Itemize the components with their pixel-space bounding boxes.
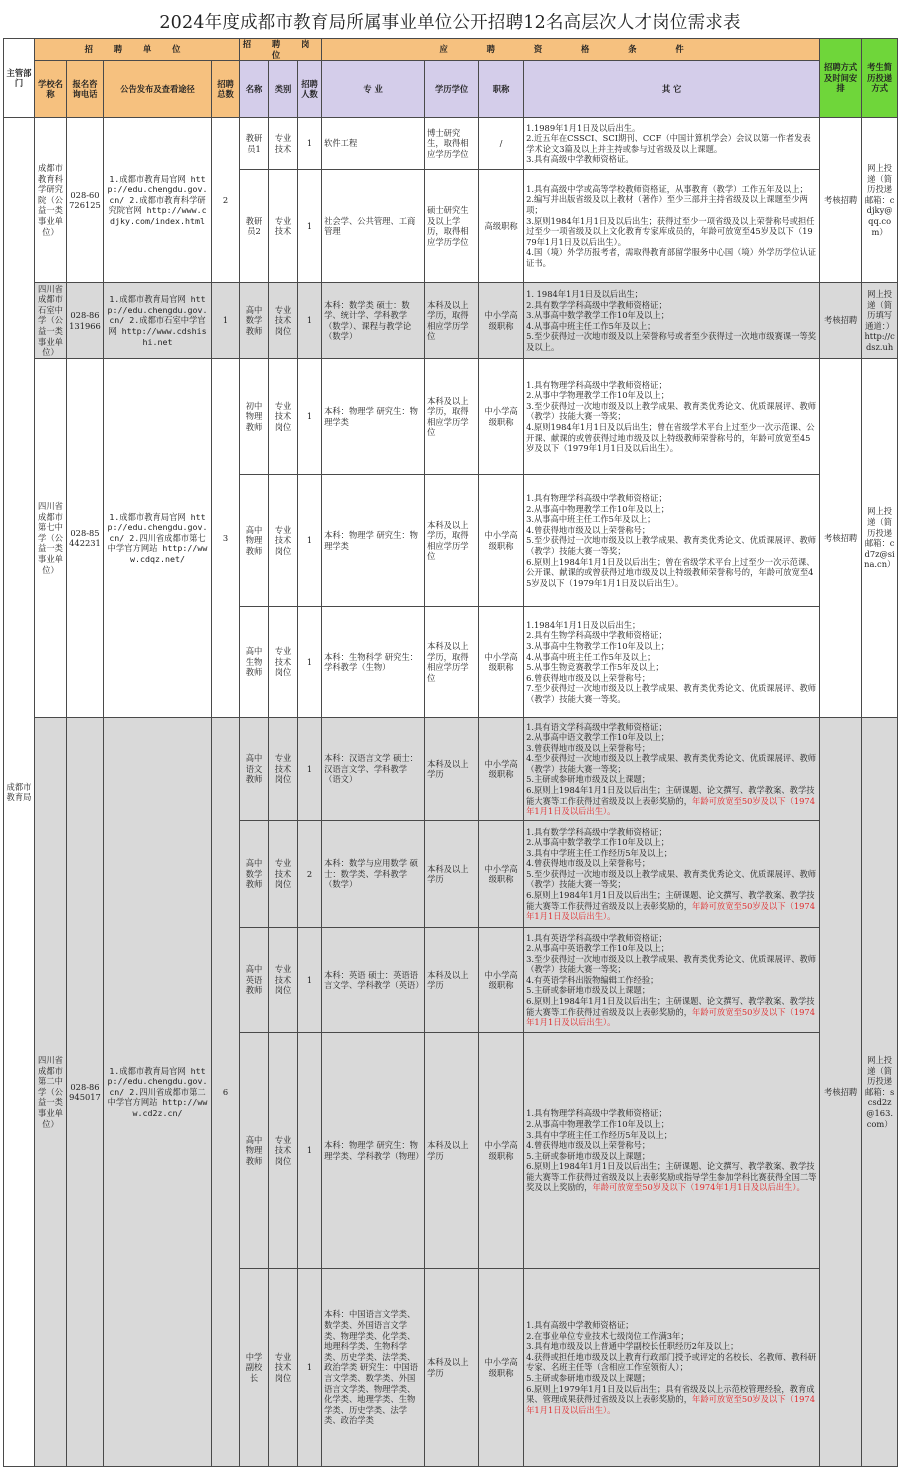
- requirement-line: 4.从事高中班主任工作5年及以上；: [526, 320, 656, 331]
- header-phone: 报名咨询电话: [67, 61, 104, 118]
- header-other: 其 它: [524, 61, 820, 118]
- post-title-req: 中小学高级职称: [479, 475, 524, 607]
- requirement-line: 3.具有高级中学教师资格证。: [526, 154, 634, 165]
- requirement-line: 2.编写并出版省级及以上教材（著作）至少三部并主持省级及以上课题至少两项；: [526, 194, 808, 215]
- header-group-conditions: 应 聘 资 格 条 件: [322, 39, 820, 61]
- notice-channels: 1.成都市教育局官网 http://edu.chengdu.gov.cn/ 2.成都市教育科学研究院官网 http://www.cdjky.com/index.html: [104, 118, 212, 283]
- table-row: [4, 283, 898, 359]
- post-major: 本科：数学与应用数学 硕士：数学类、学科教学（数学）: [322, 821, 425, 928]
- post-count: 1: [298, 170, 322, 283]
- requirement-line: 3.具有中学班主任工作经历5年及以上；: [526, 847, 673, 858]
- post-type: 专业技术岗位: [269, 475, 298, 607]
- age-relaxation-note: 年龄可放宽至50岁及以下（1974年1月1日及以后出生）。: [592, 1182, 805, 1193]
- header-title-req: 职称: [479, 61, 524, 118]
- recruit-method: 考核招聘: [820, 718, 862, 1467]
- post-title-req: 中小学高级职称: [479, 1033, 524, 1269]
- school-name: 四川省成都市第二中学（公益一类事业单位）: [35, 718, 67, 1467]
- requirement-line: 3.从事高中班主任工作5年及以上；: [526, 514, 656, 525]
- requirement-line: 6.原则上1984年1月1日及以后出生；主研课题、论文撰写、教学教案、教学技能大赛等工作获得过省级及以上表彰奖励的，年龄可放宽至50岁及以下（1974年1月1日及以后出生）。: [526, 890, 815, 922]
- requirement-line: 1.具有高级中学教师资格证；: [526, 1320, 634, 1331]
- post-type: 专业技术岗位: [269, 359, 298, 475]
- requirement-line: 2.在事业单位专业技术七级岗位工作满3年；: [526, 1330, 689, 1341]
- requirement-line: 1.具有物理学科高级中学教师资格证；: [526, 379, 667, 390]
- school-name: 成都市教育科学研究院（公益一类事业单位）: [35, 118, 67, 283]
- requirement-line: 3.具有地市级及以上普通中学副校长任职经历2年及以上；: [526, 1341, 739, 1352]
- requirement-line: 1. 1984年1月1日及以后出生；: [526, 288, 643, 299]
- requirement-line: 6.原则上1984年1月1日及以后出生；曾在省级学术平台上过至少一次示范课、公开课、献课的或曾获得过地市级及以上特级教师荣誉称号的，年龄可放宽至45岁及以下（1979年1月1日及以后出生）。: [526, 556, 815, 588]
- unit-total: 6: [212, 718, 240, 1467]
- resume-channel: 网上投递（简历投递邮箱：cd7z@sina.cn）: [862, 359, 898, 718]
- post-title-req: 中小学高级职称: [479, 718, 524, 821]
- table-row: [4, 359, 898, 475]
- post-major: 本科：中国语言文学类、数学类、外国语言文学类、物理学类、化学类、地理科学类、生物科学类、历史学类、法学类、政治学类 研究生：中国语言文学类、数学类、外国语言文学类、物理学类、化学类、地理学类、生物学类、历史学类、法学类、政治学类: [322, 1269, 425, 1467]
- header-dept: 主管部门: [4, 39, 35, 118]
- requirement-line: 1.具有物理学科高级中学教师资格证；: [526, 1108, 667, 1119]
- notice-channels: 1.成都市教育局官网 http://edu.chengdu.gov.cn/ 2.四川省成都市第七中学官方网站 http://www.cdqz.net/: [104, 359, 212, 718]
- post-name: 中学副校长: [240, 1269, 269, 1467]
- post-name: 高中物理教师: [240, 1033, 269, 1269]
- post-degree: 本科及以上学历，取得相应学历学位: [425, 359, 479, 475]
- notice-channels: 1.成都市教育局官网 http://edu.chengdu.gov.cn/ 2.成都市石室中学官网 http://www.cdshishi.net: [104, 283, 212, 359]
- resume-channel: 网上投递（简历投递邮箱：scsd2z@163.com）: [862, 718, 898, 1467]
- requirement-line: 6.原则上1984年1月1日及以后出生；主研课题、论文撰写、教学教案、教学技能大赛等工作获得过省级及以上表彰奖励或指导学生参加学科比赛获得全国二等奖及以上奖励的，年龄可放宽至50岁及以下（1974年1月1日及以后出生）。: [526, 1161, 817, 1193]
- table-row: [4, 118, 898, 170]
- header-major: 专 业: [322, 61, 425, 118]
- requirement-line: 3.至少获得过一次地市级及以上教学成果、教育类优秀论文、优质课展评、教师（教学）技能大赛一等奖；: [526, 953, 817, 975]
- post-title-req: 中小学高级职称: [479, 928, 524, 1033]
- contact-phone: 028-86131966: [67, 283, 104, 359]
- requirement-line: 2.具有生物学科高级中学教师资格证；: [526, 630, 667, 641]
- post-name: 教研员1: [240, 118, 269, 170]
- post-name: 高中生物教师: [240, 607, 269, 718]
- post-count: 1: [298, 475, 322, 607]
- header-resume: 考生简历投递方式: [862, 39, 898, 118]
- post-title-req: 中小学高级职称: [479, 821, 524, 928]
- requirement-line: 1.具有英语学科高级中学教师资格证；: [526, 932, 667, 943]
- post-requirements: [524, 1033, 820, 1269]
- post-requirements: [524, 283, 820, 359]
- post-count: 1: [298, 1269, 322, 1467]
- post-title-req: 中小学高级职称: [479, 359, 524, 475]
- recruitment-table: [3, 38, 898, 1467]
- resume-channel: 网上投递（简历投递邮箱：cdjky@qq.com）: [862, 118, 898, 283]
- requirement-line: 5.至少获得过一次地市级及以上荣誉称号或者至少获得过一次地市级赛课一等奖及以上。: [526, 331, 817, 352]
- requirement-line: 5.主研或参研地市级及以上课题；: [526, 985, 651, 996]
- header-degree: 学历学位: [425, 61, 479, 118]
- post-count: 1: [298, 118, 322, 170]
- requirement-line: 4.国（境）外学历报考者，需取得教育部留学服务中心国（境）外学历学位认证证书。: [526, 247, 817, 268]
- post-name: 高中数学教师: [240, 821, 269, 928]
- post-degree: 本科及以上学历: [425, 1269, 479, 1467]
- post-count: 1: [298, 718, 322, 821]
- age-relaxation-note: 年龄可放宽至50岁及以下（1974年1月1日及以后出生）。: [526, 795, 815, 817]
- requirement-line: 1.具有物理学科高级中学教师资格证；: [526, 493, 667, 504]
- requirement-line: 3.至少获得过一次地市级及以上教学成果、教育类优秀论文、优质课展评、教师（教学）技能大赛一等奖；: [526, 400, 817, 422]
- requirement-line: 2.近五年在CSSCI、SCI期刊、CCF（中国计算机学会）会议以第一作者发表学术论文3篇及以上并主持或参与过省级及以上课题。: [526, 133, 811, 154]
- post-name: 高中数学教师: [240, 283, 269, 359]
- post-degree: 本科及以上学历: [425, 1033, 479, 1269]
- requirement-line: 1.具有语文学科高级中学教师资格证；: [526, 721, 667, 732]
- post-type: 专业技术: [269, 118, 298, 170]
- requirement-line: 5.至少获得过一次地市级及以上教学成果、教育类优秀论文、优质课展评、教师（教学）技能大赛一等奖；: [526, 535, 817, 556]
- requirement-line: 4.至少获得过一次地市级及以上教学成果、教育类优秀论文、优质课展评、教师（教学）技能大赛一等奖；: [526, 753, 817, 774]
- header-group-unit: 招 聘 单 位: [35, 39, 240, 61]
- unit-total: 1: [212, 283, 240, 359]
- post-requirements: [524, 821, 820, 928]
- post-degree: 本科及以上学历: [425, 718, 479, 821]
- post-type: 专业技术: [269, 170, 298, 283]
- post-major: 本科：物理学 研究生：物理学类: [322, 475, 425, 607]
- requirement-line: 2.具有数学学科高级中学教师资格证；: [526, 299, 667, 310]
- requirement-line: 2.从事高中英语教学工作10年及以上；: [526, 943, 670, 954]
- post-requirements: [524, 475, 820, 607]
- contact-phone: 028-60726125: [67, 118, 104, 283]
- requirement-line: 5.主研或参研地市级及以上课题；: [526, 1150, 651, 1161]
- requirement-line: 1.具有高级中学或高等学校教师资格证，从事教育（教学）工作五年及以上；: [526, 183, 808, 194]
- requirement-line: 3.原则1984年1月1日及以后出生；获得过至少一项省级及以上荣誉称号或担任过至少一项省级及以上文化教育专家库成员的，年龄可放宽至45岁及以下（1979年1月1日及以后出生）。: [526, 215, 815, 247]
- requirement-line: 6.曾获得地市级及以上荣誉称号；: [526, 672, 651, 683]
- requirement-line: 1.1984年1月1日及以后出生；: [526, 619, 641, 630]
- requirement-line: 4.获得或担任地市级及以上教育行政部门授予或评定的名校长、名教师、教科研专家、名班主任等（含相应工作室领衔人）；: [526, 1351, 817, 1373]
- requirement-line: 2.从事高中物理教学工作10年及以上；: [526, 1118, 670, 1129]
- post-requirements: [524, 118, 820, 170]
- age-relaxation-note: 年龄可放宽至50岁及以下（1974年1月1日及以后出生）。: [526, 1006, 815, 1028]
- post-requirements: [524, 718, 820, 821]
- notice-channels: 1.成都市教育局官网 http://edu.chengdu.gov.cn/ 2.四川省成都市第二中学官方网站 http://www.cd2z.cn/: [104, 718, 212, 1467]
- post-major: 本科：汉语言文学 硕士：汉语言文学、学科教学（语文）: [322, 718, 425, 821]
- post-degree: 博士研究生，取得相应学历学位: [425, 118, 479, 170]
- resume-channel: 网上投递（简历填写通道：）http://cdsz.uh: [862, 283, 898, 359]
- post-major: 本科：数学类 硕士：数学、统计学、学科教学（数学）、课程与教学论（数学）: [322, 283, 425, 359]
- post-major: 本科：英语 硕士：英语语言文学、学科教学（英语）: [322, 928, 425, 1033]
- post-title-req: /: [479, 118, 524, 170]
- post-type: 专业技术岗位: [269, 718, 298, 821]
- post-degree: 本科及以上学历，取得相应学历学位: [425, 607, 479, 718]
- requirement-line: 5.主研或参研地市级及以上课题；: [526, 1372, 651, 1383]
- post-type: 专业技术岗位: [269, 283, 298, 359]
- post-type: 专业技术岗位: [269, 928, 298, 1033]
- post-requirements: [524, 607, 820, 718]
- unit-total: 2: [212, 118, 240, 283]
- post-major: 本科：物理学 研究生：物理学类: [322, 359, 425, 475]
- post-major: 社会学、公共管理、工商管理: [322, 170, 425, 283]
- post-title-req: 高级职称: [479, 170, 524, 283]
- post-title-req: 中小学高级职称: [479, 607, 524, 718]
- post-count: 1: [298, 283, 322, 359]
- post-major: 本科：生物科学 研究生：学科教学（生物）: [322, 607, 425, 718]
- page-title: 2024年度成都市教育局所属事业单位公开招聘12名高层次人才岗位需求表: [159, 13, 741, 33]
- requirement-line: 3.具有中学班主任工作经历5年及以上；: [526, 1129, 673, 1140]
- requirement-line: 3.从事高中数学教学工作10年及以上；: [526, 310, 670, 321]
- table-row: [4, 718, 898, 821]
- post-count: 1: [298, 359, 322, 475]
- post-type: 专业技术岗位: [269, 821, 298, 928]
- post-requirements: [524, 928, 820, 1033]
- post-count: 1: [298, 607, 322, 718]
- requirement-line: 4.从事高中班主任工作5年及以上；: [526, 651, 656, 662]
- school-name: 四川省成都市石室中学（公益一类事业单位）: [35, 283, 67, 359]
- requirement-line: 5.至少获得过一次地市级及以上教学成果、教育类优秀论文、优质课展评、教师（教学）技能大赛一等奖；: [526, 868, 817, 890]
- post-type: 专业技术岗位: [269, 1033, 298, 1269]
- header-method: 招聘方式及时间安排: [820, 39, 862, 118]
- post-name: 高中英语教师: [240, 928, 269, 1033]
- requirement-line: 5.从事生物竞赛教学工作5年及以上；: [526, 662, 664, 673]
- header-notice: 公告发布及查看途径: [104, 61, 212, 118]
- header-group-post: 招 聘 岗 位: [240, 39, 322, 61]
- post-name: 教研员2: [240, 170, 269, 283]
- post-name: 高中物理教师: [240, 475, 269, 607]
- requirement-line: 2.从事中学物理教学工作10年及以上；: [526, 390, 670, 401]
- post-count: 2: [298, 821, 322, 928]
- post-count: 1: [298, 928, 322, 1033]
- age-relaxation-note: 年龄可放宽至50岁及以下（1974年1月1日及以后出生）。: [526, 1394, 815, 1415]
- contact-phone: 028-85442231: [67, 359, 104, 718]
- requirement-line: 2.从事高中语文教学工作10年及以上；: [526, 732, 670, 743]
- requirement-line: 2.从事高中数学教学工作10年及以上；: [526, 837, 670, 848]
- post-type: 专业技术岗位: [269, 607, 298, 718]
- requirement-line: 7.至少获得过一次地市级及以上教学成果、教育类优秀论文、优质课展评、教师（教学）技能大赛一等奖。: [526, 683, 817, 704]
- requirement-line: 6.原则上1984年1月1日及以后出生；主研课题、论文撰写、教学教案、教学技能大赛等工作获得过省级及以上表彰奖励的，年龄可放宽至50岁及以下（1974年1月1日及以后出生）。: [526, 996, 815, 1028]
- post-degree: 本科及以上学历: [425, 928, 479, 1033]
- requirement-line: 2.从事高中物理教学工作10年及以上；: [526, 503, 670, 514]
- post-type: 专业技术岗位: [269, 1269, 298, 1467]
- post-count: 1: [298, 1033, 322, 1269]
- header-post-name: 名称: [240, 61, 269, 118]
- post-degree: 本科及以上学历: [425, 821, 479, 928]
- contact-phone: 028-86945017: [67, 718, 104, 1467]
- post-degree: 本科及以上学历，取得相应学历学位: [425, 475, 479, 607]
- recruit-method: 考核招聘: [820, 359, 862, 718]
- post-name: 初中物理教师: [240, 359, 269, 475]
- requirement-line: 4.有英语学科出版物编辑工作经验；: [526, 974, 659, 985]
- requirement-line: 3.曾获得地市级及以上荣誉称号；: [526, 742, 651, 753]
- requirement-line: 5.主研或参研地市级及以上课题；: [526, 774, 651, 785]
- post-major: 软件工程: [322, 118, 425, 170]
- page: [3, 6, 897, 1467]
- requirement-line: 3.从事高中生物教学工作10年及以上；: [526, 641, 670, 651]
- post-degree: 本科及以上学历，取得相应学历学位: [425, 283, 479, 359]
- post-major: 本科：物理学 研究生：物理学类、学科教学（物理）: [322, 1033, 425, 1269]
- age-relaxation-note: 年龄可放宽至50岁及以下（1974年1月1日及以后出生）。: [526, 900, 815, 922]
- post-requirements: [524, 1269, 820, 1467]
- requirement-line: 6.原则上1984年1月1日及以后出生；主研课题、论文撰写、教学教案、教学技能大赛等工作获得过省级及以上表彰奖励的，年龄可放宽至50岁及以下（1974年1月1日及以后出生）。: [526, 785, 815, 817]
- header-post-type: 类别: [269, 61, 298, 118]
- post-degree: 硕士研究生及以上学历，取得相应学历学位: [425, 170, 479, 283]
- requirement-line: 1.1989年1月1日及以后出生。: [526, 122, 641, 133]
- post-title-req: 中小学高级职称: [479, 283, 524, 359]
- post-requirements: [524, 359, 820, 475]
- dept-cell: 成都市教育局: [4, 118, 35, 1467]
- requirement-line: 4.曾获得地市级及以上荣誉称号；: [526, 858, 651, 869]
- post-requirements: [524, 170, 820, 283]
- header-total: 招聘总数: [212, 61, 240, 118]
- post-name: 高中语文教师: [240, 718, 269, 821]
- requirement-line: 6.原则上1979年1月1日及以后出生；具有省级及以上示范校管理经验，教育成果、管理成果获得过省级及以上表彰奖励的，年龄可放宽至50岁及以下（1974年1月1日及以后出生）。: [526, 1383, 815, 1415]
- school-name: 四川省成都市第七中学（公益一类事业单位）: [35, 359, 67, 718]
- requirement-line: 1.具有数学学科高级中学教师资格证；: [526, 826, 667, 837]
- header-school: 学校名称: [35, 61, 67, 118]
- requirement-line: 4.曾获得地市级及以上荣誉称号；: [526, 524, 651, 535]
- requirement-line: 4.原则1984年1月1日及以后出生；曾在省级学术平台上过至少一次示范课、公开课、献课的或曾获得过地市级及以上特级教师荣誉称号的，年龄可放宽至45岁及以下（1979年1月1日及以后出生）。: [526, 421, 815, 454]
- recruit-method: 考核招聘: [820, 118, 862, 283]
- post-title-req: 中小学高级职称: [479, 1269, 524, 1467]
- recruit-method: 考核招聘: [820, 283, 862, 359]
- unit-total: 3: [212, 359, 240, 718]
- header-post-count: 招聘人数: [298, 61, 322, 118]
- requirement-line: 4.曾获得地市级及以上荣誉称号；: [526, 1140, 651, 1151]
